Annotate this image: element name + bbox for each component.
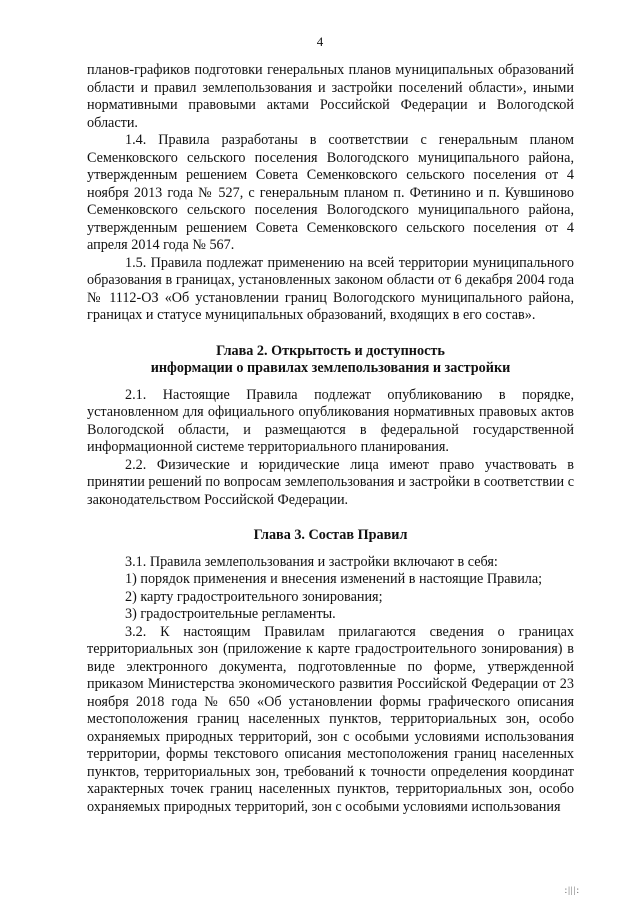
chapter-3-heading: Глава 3. Состав Правил: [253, 527, 408, 543]
chapter-2-heading-line-1: Глава 2. Открытость и доступность: [216, 342, 445, 359]
chapter-2-heading: [87, 343, 574, 378]
list-item: 3) градостроительные регламенты.: [125, 606, 336, 622]
paragraph-1-5: 1.5. Правила подлежат применению на всей территории муниципального образования в границах, установленных законом области от 6 декабря 2004 года № 1112-ОЗ «Об установлении границ Вологодского муниципального района, границах и статусе муниципальных образований, входящих в его состав».: [87, 254, 574, 323]
paragraph-1-4: 1.4. Правила разработаны в соответствии с генеральным планом Семенковского сельского поселения Вологодского муниципального района, утвержденным решением Совета Семенковского сельского поселения от 4 ноября 2013 года № 527, с генеральным планом п. Фетинино и п. Кувшиново Семенковского сельского поселения Вологодского муниципального района, утвержденным решением Совета Семенковского сельского поселения от 4 апреля 2014 года № 567.: [87, 132, 574, 253]
paragraph-2-2: 2.2. Физические и юридические лица имеют право участвовать в принятии решений по вопросам землепользования и застройки в соответствии с законодательством Российской Федерации.: [87, 456, 574, 508]
paragraph-3-2: 3.2. К настоящим Правилам прилагаются сведения о границах территориальных зон (приложение к карте градостроительного зонирования) в виде электронного документа, подготовленные по форме, утвержденной приказом Министерства экономического развития Российской Федерации от 23 ноября 2018 года № 650 «Об установлении формы графического описания местоположения границ населенных пунктов, территориальных зон, особо охраняемых природных территорий, зон с особыми условиями использования территории, формы текстового описания местоположения границ населенных пунктов, территориальных зон, требований к точности определения координат характерных точек границ населенных пунктов, территориальных зон, особо охраняемых природных территорий, зон с особыми условиями использования: [87, 623, 574, 815]
list-item: 2) карту градостроительного зонирования;: [125, 588, 383, 605]
list-item: 1) порядок применения и внесения изменений в настоящие Правила;: [125, 571, 543, 587]
chapter-2-heading-line-2: информации о правилах землепользования и застройки: [150, 360, 511, 376]
page-number: 4: [316, 34, 324, 49]
paragraph-3-1: 3.1. Правила землепользования и застройки включают в себя:: [125, 553, 498, 570]
document-body: [87, 62, 574, 816]
paragraph-continuation: планов-графиков подготовки генеральных планов муниципальных образований области и правил землепользования и застройки поселений области», иными нормативными правовыми актами Российской Федерации и Вологодской области.: [87, 62, 574, 131]
scan-mark: :|||:: [564, 885, 580, 895]
paragraph-2-1: 2.1. Настоящие Правила подлежат опубликованию в порядке, установленном для официального опубликования нормативных правовых актов Вологодской области, и размещаются в федеральной государственной информационной системе территориального планирования.: [87, 386, 574, 455]
